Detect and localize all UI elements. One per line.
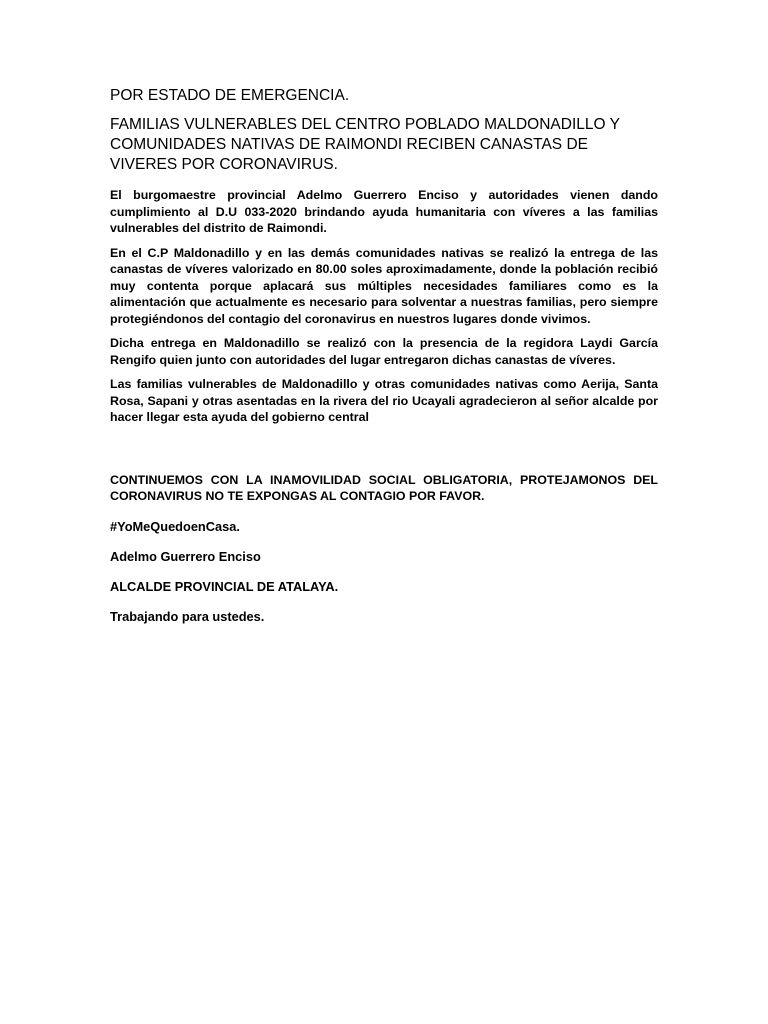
hashtag: #YoMeQuedoenCasa. — [110, 518, 240, 534]
paragraph-4: Las familias vulnerables de Maldonadillo y otras comunidades nativas como Aerija, Santa Rosa, Sapani y otras asentadas en la rivera del rio Ucayali agradecieron al señor alcalde por hacer llegar esta ayuda del gobierno central — [110, 377, 658, 424]
paragraph-2: En el C.P Maldonadillo y en las demás comunidades nativas se realizó la entrega de las canastas de víveres valorizado en 80.00 soles aproximadamente, donde la población recibió muy contenta porque aplacará sus múltiples necesidades familiares como es la alimentación que actualmente es necesario para solventar a nuestras familias, pero siempre protegiéndonos del contagio del coronavirus en nuestros lugares donde vivimos. — [110, 245, 658, 326]
headline: FAMILIAS VULNERABLES DEL CENTRO POBLADO MALDONADILLO Y COMUNIDADES NATIVAS DE RAIMONDI RECIBEN CANASTAS DE VIVERES POR CORONAVIRUS. — [110, 116, 620, 173]
document-body — [110, 86, 658, 638]
paragraph-3: Dicha entrega en Maldonadillo se realizó con la presencia de la regidora Laydi García Rengifo quien junto con autoridades del lugar entregaron dichas canastas de víveres. — [110, 336, 658, 367]
call-to-action: CONTINUEMOS CON LA INAMOVILIDAD SOCIAL OBLIGATORIA, PROTEJAMONOS DEL CORONAVIRUS NO TE EXPONGAS AL CONTAGIO POR FAVOR. — [110, 472, 658, 503]
paragraph-1: El burgomaestre provincial Adelmo Guerrero Enciso y autoridades vienen dando cumplimiento al D.U 033-2020 brindando ayuda humanitaria con víveres a las familias vulnerables del distrito de Raimondi. — [110, 188, 658, 235]
signature-name: Adelmo Guerrero Enciso — [110, 548, 261, 564]
sign-off: Trabajando para ustedes. — [110, 608, 265, 624]
signature-title: ALCALDE PROVINCIAL DE ATALAYA. — [110, 578, 339, 594]
heading-emergency: POR ESTADO DE EMERGENCIA. — [110, 87, 350, 104]
blank-space — [110, 434, 658, 472]
